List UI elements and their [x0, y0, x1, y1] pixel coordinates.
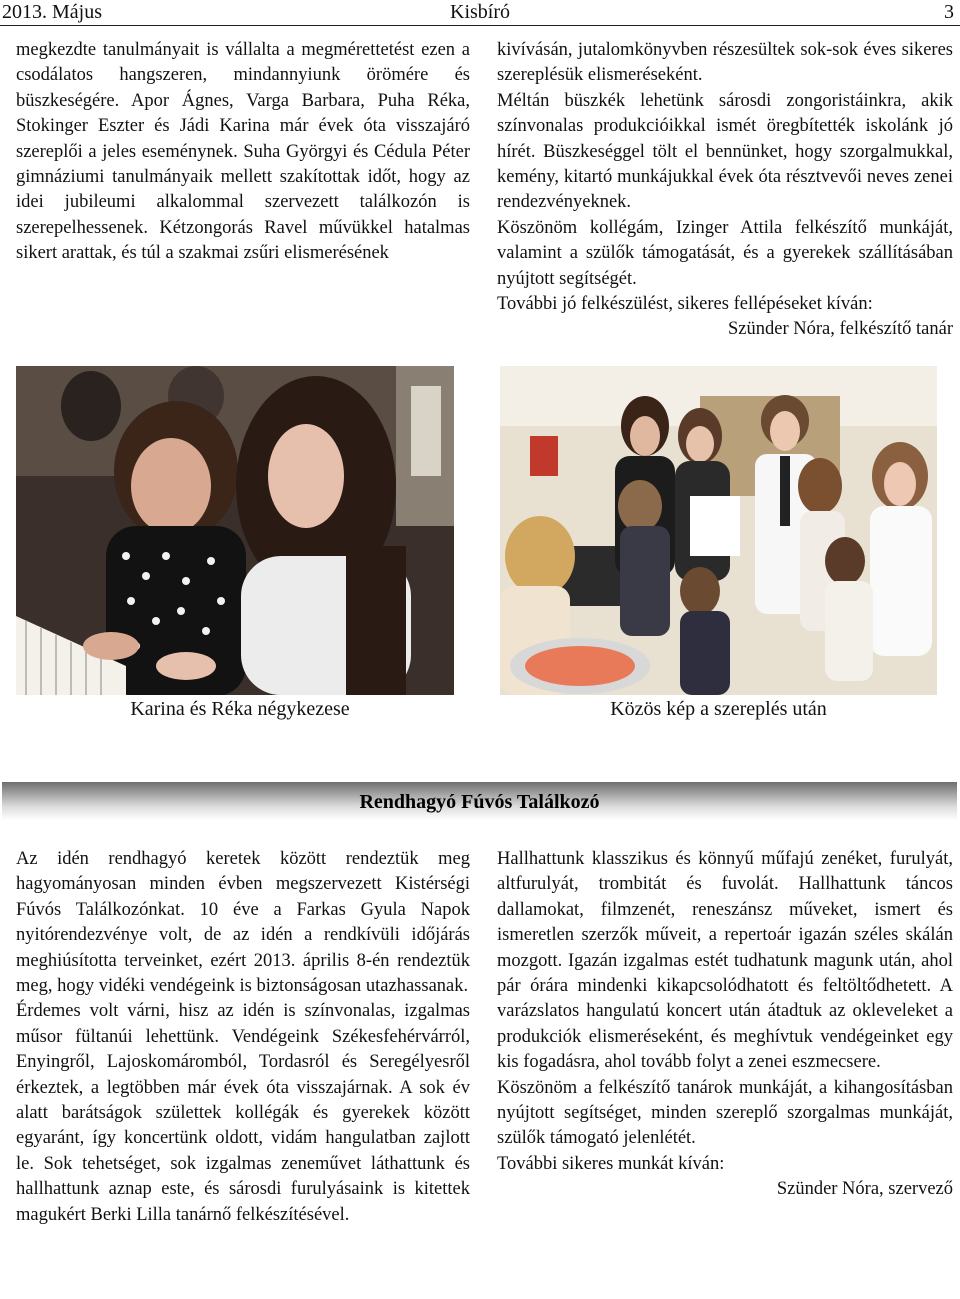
paragraph: További sikeres munkát kíván:: [497, 1153, 725, 1174]
caption-right: Közös kép a szereplés után: [610, 698, 827, 720]
page-number: 3: [944, 1, 954, 23]
paragraph: kivívásán, jutalomkönyvben részesültek sok-sok éves sikeres szereplésük elismeréseként.: [497, 40, 953, 86]
page-header: [0, 0, 960, 26]
header-rule: [0, 25, 960, 26]
top-right-column: [497, 38, 953, 343]
photo-image: [500, 366, 937, 695]
section-banner: [2, 782, 957, 820]
article-text: megkezdte tanulmányait is vállalta a megmérettetést ezen a csodálatos hangszeren, mindannyiunk örömére és büszkeségére. Apor Ágnes, Varga Barbara, Puha Réka, Stokinger Eszter és Jádi Karina már évek óta visszajáró szereplői a jeles eseménynek. Suha Györgyi és Cédula Péter gimnáziumi tanulmányaik mellett szakítottak időt, hogy az idei jubileumi alkalommal szervezett találkozón is szerepelhessenek. Kétzongorás Ravel művükkel hatalmas sikert arattak, és túl a szakmai zsűri elismerésének: [16, 40, 470, 264]
issue-date: 2013. Május: [2, 1, 102, 23]
paragraph: Hallhattunk klasszikus és könnyű műfajú zenéket, furulyát, altfurulyát, trombitát és fuvolát. Hallhattunk táncos dallamokat, filmzenét, reneszánsz műveket, ismert és ismeretlen szerzők műveit, a repertoár igazán széles skálán mozgott. Igazán izgalmas estét tudhatunk magunk után, ahol pár órára mindenki kikapcsolódhatott és feltöltődhetett. A varázslatos hangulatú koncert után átadtuk az okleveleket a produkciók elismeréseként, és meghívtuk vendégeinket egy kis fogadásra, ahol tovább folyt a zenei eszmecsere.: [497, 849, 953, 1073]
paragraph: Érdemes volt várni, hisz az idén is színvonalas, izgalmas műsor fültanúi lehettünk. Vendégeink Székesfehérvárról, Enyingről, Lajoskomáromból, Tordasról és Seregélyesről érkeztek, a legtöbben már évek óta visszajárnak. A sok év alatt barátságok születtek kollégák és gyerekek között egyaránt, így koncertünk oldott, vidám hangulatban zajlott le. Sok tehetséget, sok izgalmas zeneművet láthattunk és hallhattunk aznap este, és sárosdi furulyásaink is kitettek magukért Berki Lilla tanárnő felkészítésével.: [16, 1001, 470, 1225]
caption-left: Karina és Réka négykezese: [130, 698, 350, 720]
top-left-column: [16, 38, 470, 267]
paragraph: Köszönöm a felkészítő tanárok munkáját, a kihangosításban nyújtott segítséget, minden szereplő szorgalmas munkáját, szülők támogató jelenlétét.: [497, 1077, 953, 1149]
signature: Szünder Nóra, szervező: [776, 1179, 953, 1200]
bottom-right-column: [497, 847, 953, 1203]
section-title: Rendhagyó Fúvós Találkozó: [359, 791, 600, 813]
paragraph: További jó felkészülést, sikeres fellépéseket kíván:: [497, 294, 873, 315]
signature: Szünder Nóra, felkészítő tanár: [728, 319, 953, 340]
photo-piano-duet: [16, 366, 454, 695]
paragraph: Méltán büszkék lehetünk sárosdi zongoristáinkra, akik színvonalas produkcióikkal ismét öregbítették iskolánk jó hírét. Büszkeséggel tölt el bennünket, hogy szorgalmukkal, kemény, kitartó munkájukkal évek óta résztvevői neves zenei rendezvényeknek.: [497, 90, 953, 213]
photo-group: [500, 366, 937, 695]
photo-image: [16, 366, 454, 695]
paragraph: Az idén rendhagyó keretek között rendeztük meg hagyományosan minden évben megszervezett Kistérségi Fúvós Találkozónkat. 10 éve a Farkas Gyula Napok nyitórendezvénye volt, de az idén a rendkívüli időjárás meghiúsította terveinket, ezért 2013. április 8-én rendeztük meg, hogy vidéki vendégeink is biztonságosan utazhassanak.: [16, 849, 470, 997]
bottom-left-column: [16, 847, 470, 1228]
publication-title: Kisbíró: [450, 1, 510, 23]
paragraph: Köszönöm kollégám, Izinger Attila felkészítő munkáját, valamint a szülők támogatását, és a gyerekek szállításában nyújtott segítségét.: [497, 217, 953, 289]
